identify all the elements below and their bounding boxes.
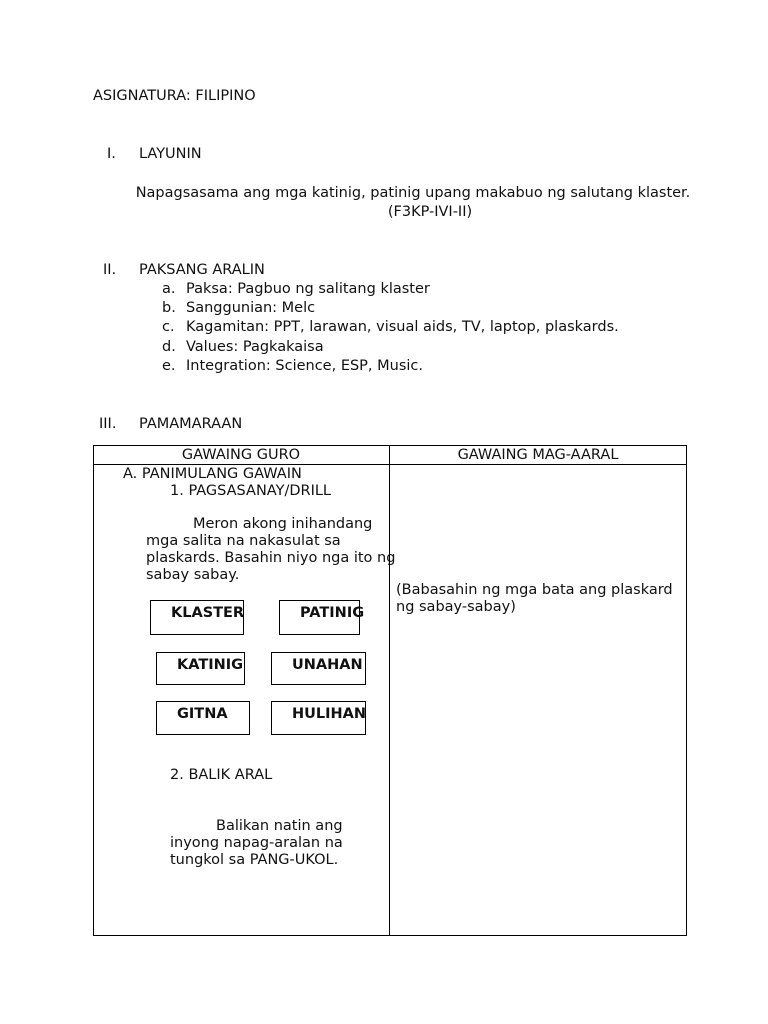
list-item (162, 280, 430, 298)
table-column-divider (389, 445, 390, 936)
flashcard-klaster: KLASTER (150, 600, 244, 635)
part-a-heading: A. PANIMULANG GAWAIN (123, 466, 302, 482)
drill-text-line: mga salita na nakasulat sa (146, 533, 341, 549)
section-2-numeral: II. (103, 262, 117, 278)
table-header-student: GAWAING MAG-AARAL (457, 447, 619, 463)
section-1-numeral: I. (107, 146, 116, 162)
drill-text-line: Meron akong inihandang (193, 516, 373, 532)
list-item-text: Kagamitan: PPT, larawan, visual aids, TV, laptop, plaskards. (186, 319, 619, 335)
list-item-text: Paksa: Pagbuo ng salitang klaster (186, 281, 430, 297)
section-3-numeral: III. (99, 416, 117, 432)
list-item (162, 357, 423, 375)
section-2-title: PAKSANG ARALIN (139, 262, 265, 278)
list-item (162, 338, 324, 356)
flashcard-gitna: GITNA (156, 701, 250, 735)
flashcard-katinig: KATINIG (156, 652, 245, 685)
student-activity-line: (Babasahin ng mga bata ang plaskard (396, 582, 673, 598)
review-text-line: Balikan natin ang (216, 818, 343, 834)
drill-text-line: plaskards. Basahin niyo nga ito ng (146, 550, 396, 566)
list-item-letter: c. (162, 319, 175, 335)
list-item-text: Sanggunian: Melc (186, 300, 316, 316)
subject-heading: ASIGNATURA: FILIPINO (93, 88, 256, 104)
drill-text-line: sabay sabay. (146, 567, 240, 583)
list-item (162, 299, 315, 317)
list-item (162, 318, 619, 336)
section-3-title: PAMAMARAAN (139, 416, 243, 432)
list-item-letter: d. (162, 339, 176, 355)
list-item-letter: e. (162, 358, 176, 374)
list-item-letter: b. (162, 300, 176, 316)
review-heading: 2. BALIK ARAL (170, 767, 273, 783)
flashcard-unahan: UNAHAN (271, 652, 366, 685)
flashcard-hulihan: HULIHAN (271, 701, 366, 735)
section-1-title: LAYUNIN (139, 146, 202, 162)
review-text-line: tungkol sa PANG-UKOL. (170, 852, 339, 868)
drill-heading: 1. PAGSASANAY/DRILL (170, 483, 332, 499)
list-item-text: Integration: Science, ESP, Music. (186, 358, 424, 374)
review-text-line: inyong napag-aralan na (170, 835, 343, 851)
list-item-text: Values: Pagkakaisa (186, 339, 324, 355)
student-activity-line: ng sabay-sabay) (396, 599, 516, 615)
objective-code: (F3KP-IVI-II) (387, 204, 473, 220)
flashcard-patinig: PATINIG (279, 600, 360, 635)
objective-line-1: Napagsasama ang mga katinig, patinig upang makabuo ng salutang klaster. (135, 185, 691, 201)
list-item-letter: a. (162, 281, 176, 297)
table-header-teacher: GAWAING GURO (181, 447, 301, 463)
